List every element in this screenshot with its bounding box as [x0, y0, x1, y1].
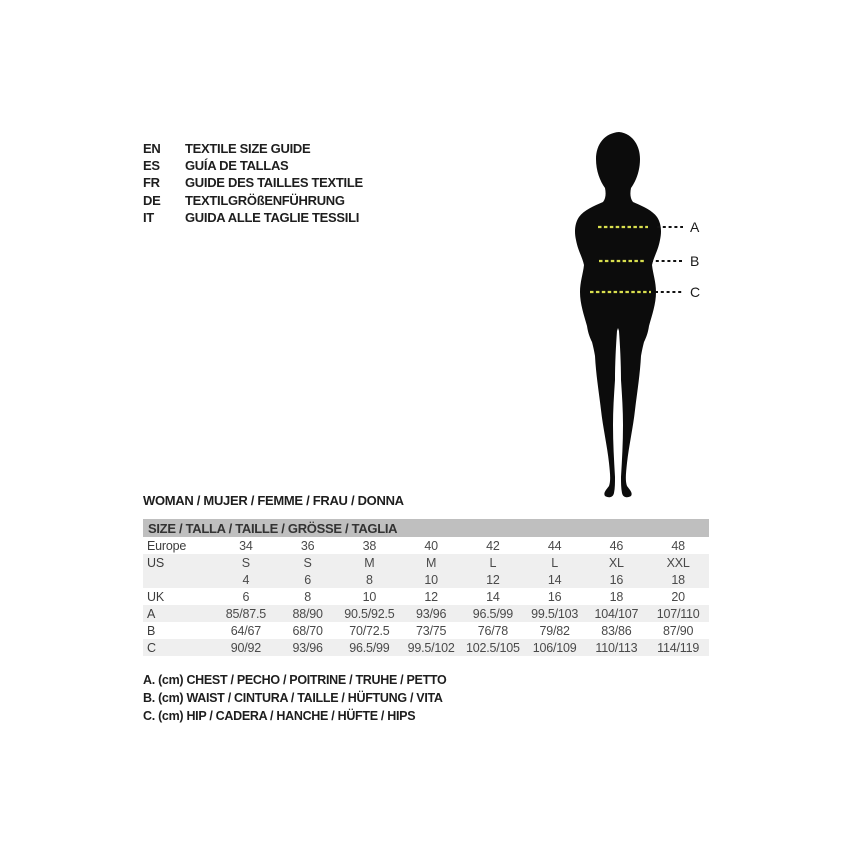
table-cell: 12: [424, 589, 438, 604]
language-title: TEXTILE SIZE GUIDE: [185, 141, 311, 156]
table-cell: 87/90: [662, 623, 694, 638]
table-cell: 90/92: [230, 640, 262, 655]
language-code: DE: [143, 192, 161, 208]
language-code: ES: [143, 158, 160, 174]
table-cell: 76/78: [477, 623, 509, 638]
table-cell: 42: [486, 538, 500, 553]
table-cell: 104/107: [594, 606, 639, 621]
language-row: [143, 192, 363, 209]
table-cell: 38: [362, 538, 377, 553]
table-cell: 68/70: [292, 623, 323, 638]
marker-label-a: A: [690, 219, 700, 235]
table-cell: 4: [242, 572, 250, 587]
language-code: EN: [143, 141, 161, 156]
table-cell: 110/113: [595, 640, 638, 655]
language-row: [143, 174, 363, 191]
table-cell: 18: [671, 572, 685, 587]
table-cell: 6: [242, 589, 250, 604]
table-cell: 8: [304, 589, 311, 604]
table-cell: XXL: [666, 555, 690, 570]
woman-silhouette-figure: [545, 125, 775, 505]
table-row-hip-c: [143, 639, 709, 656]
table-cell: L: [551, 555, 558, 570]
table-cell: 6: [304, 572, 311, 587]
table-cell: 90.5/92.5: [344, 606, 395, 621]
table-cell: 79/82: [539, 623, 570, 638]
table-row-chest-a: [143, 605, 709, 622]
legend-line-chest: A. (cm) CHEST / PECHO / POITRINE / TRUHE / PETTO: [143, 673, 447, 687]
table-cell: 83/86: [601, 623, 632, 638]
table-cell: 10: [362, 589, 377, 604]
table-cell: 48: [671, 538, 685, 553]
size-table-header: SIZE / TALLA / TAILLE / GRÖSSE / TAGLIA: [143, 519, 709, 537]
table-cell: 34: [239, 538, 253, 553]
table-cell: 106/109: [532, 640, 577, 655]
table-cell: 70/72.5: [349, 623, 390, 638]
size-table: [143, 519, 709, 656]
table-cell: 36: [300, 538, 315, 553]
table-cell: 16: [547, 589, 562, 604]
table-cell: 12: [486, 572, 500, 587]
table-cell: 18: [609, 589, 624, 604]
table-cell: 99.5/103: [531, 606, 579, 621]
language-title: GUÍA DE TALLAS: [185, 158, 289, 174]
table-row-uk: [143, 588, 709, 605]
table-row-europe: [143, 537, 709, 554]
language-row: [143, 209, 363, 226]
marker-label-c: C: [690, 284, 701, 300]
language-code: FR: [143, 175, 160, 191]
row-label: C: [147, 640, 156, 655]
marker-label-b: B: [690, 253, 700, 269]
table-cell: 107/110: [656, 606, 700, 621]
row-label: B: [147, 623, 156, 638]
table-cell: 93/96: [415, 606, 447, 621]
table-cell: 44: [547, 538, 562, 553]
gender-heading: WOMAN / MUJER / FEMME / FRAU / DONNA: [143, 493, 404, 508]
row-label: UK: [147, 589, 164, 604]
table-cell: S: [241, 555, 250, 570]
table-row-us-letters: [143, 554, 709, 571]
table-cell: 8: [365, 572, 373, 587]
row-label: A: [147, 606, 156, 621]
table-cell: 46: [609, 538, 624, 553]
table-cell: M: [364, 555, 375, 570]
table-row-us-numbers: [143, 571, 709, 588]
table-cell: 93/96: [292, 640, 323, 655]
language-row: [143, 157, 363, 174]
table-cell: 64/67: [230, 623, 262, 638]
table-cell: L: [489, 555, 497, 570]
woman-silhouette: [575, 132, 661, 497]
table-cell: 102.5/105: [465, 640, 520, 655]
table-cell: S: [303, 555, 312, 570]
table-cell: 114/119: [657, 640, 700, 655]
table-cell: 20: [671, 589, 685, 604]
row-label: Europe: [147, 538, 187, 553]
language-row: [143, 140, 363, 157]
language-code: IT: [143, 209, 154, 225]
language-title: GUIDE DES TAILLES TEXTILE: [185, 175, 363, 191]
table-cell: 96.5/99: [472, 606, 514, 621]
table-cell: 73/75: [415, 623, 447, 638]
table-cell: 96.5/99: [349, 640, 390, 655]
table-row-waist-b: [143, 622, 709, 639]
table-cell: M: [426, 555, 437, 570]
table-cell: XL: [608, 555, 624, 570]
legend-line-hip: C. (cm) HIP / CADERA / HANCHE / HÜFTE / HIPS: [143, 709, 416, 723]
language-title: TEXTILGRÖßENFÜHRUNG: [185, 192, 345, 208]
table-cell: 40: [424, 538, 438, 553]
table-cell: 85/87.5: [225, 606, 267, 621]
table-cell: 14: [486, 589, 500, 604]
measurement-legend: [143, 671, 446, 725]
language-title: GUIDA ALLE TAGLIE TESSILI: [185, 209, 360, 225]
row-label: US: [147, 555, 164, 570]
language-title-list: [143, 140, 363, 226]
table-cell: 14: [547, 572, 562, 587]
table-cell: 88/90: [292, 606, 323, 621]
table-cell: 16: [609, 572, 624, 587]
legend-line-waist: B. (cm) WAIST / CINTURA / TAILLE / HÜFTUNG / VITA: [143, 691, 443, 705]
table-cell: 10: [424, 572, 438, 587]
table-cell: 99.5/102: [407, 640, 455, 655]
